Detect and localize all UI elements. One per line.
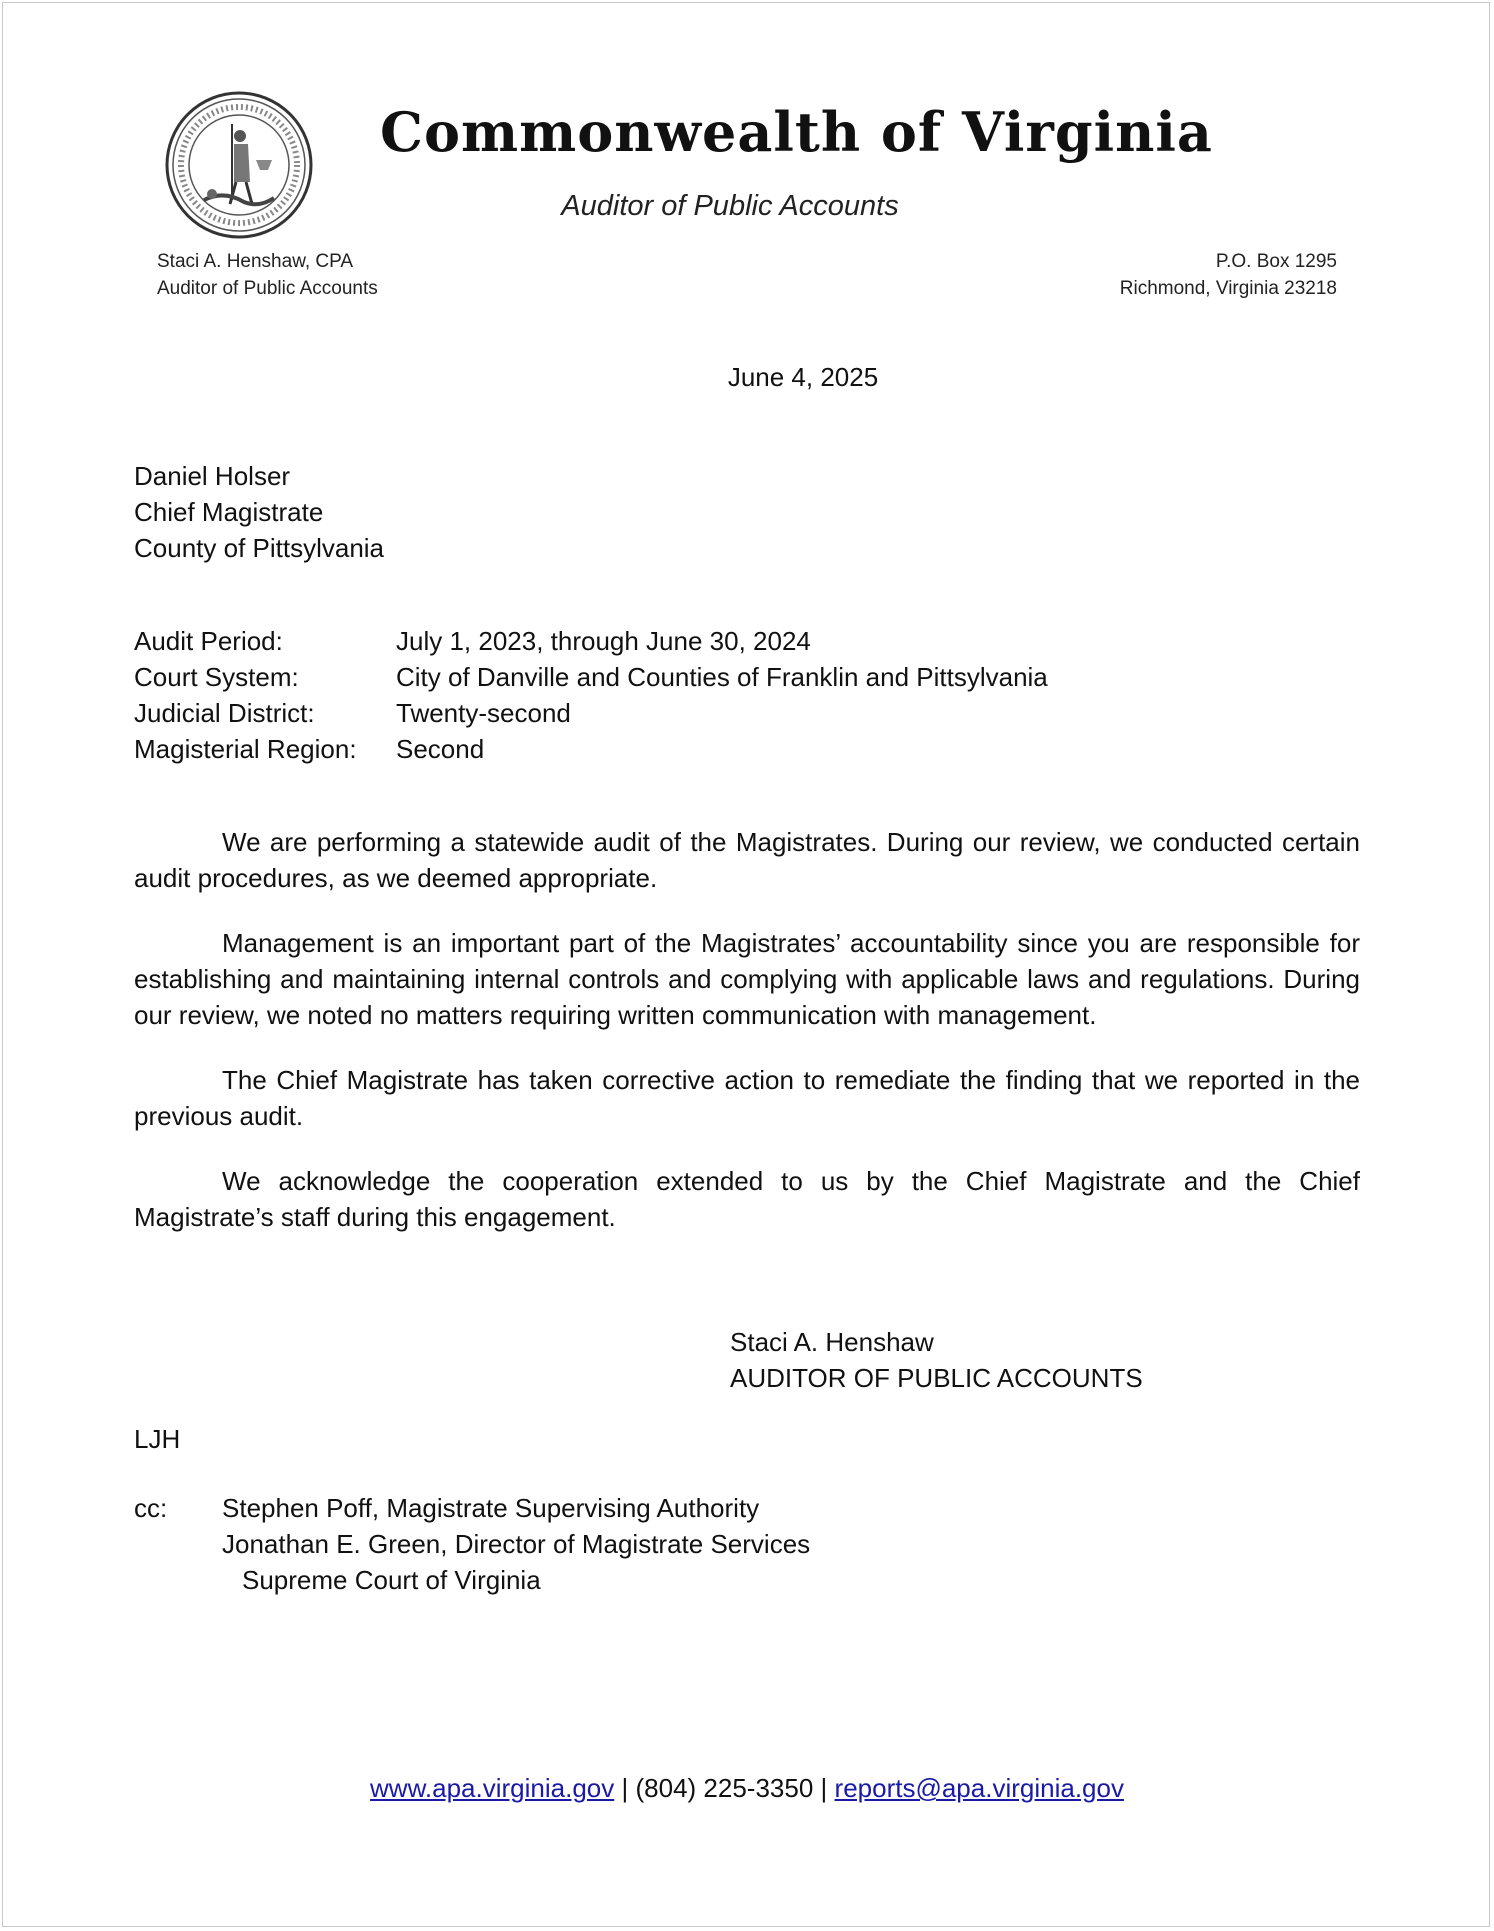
audit-detail-row	[134, 623, 1048, 659]
return-address	[1120, 248, 1337, 302]
sender-name: Staci A. Henshaw, CPA	[157, 251, 354, 272]
letterhead-title: Commonwealth of Virginia	[380, 100, 1213, 164]
signature-name: Staci A. Henshaw	[730, 1327, 934, 1357]
audit-detail-label: Audit Period:	[134, 626, 283, 656]
body-paragraph: We acknowledge the cooperation extended to us by the Chief Magistrate and the Chief Magistrate’s staff during this engagement.	[134, 1166, 1360, 1232]
sender-title: Auditor of Public Accounts	[157, 278, 378, 299]
audit-detail-value: July 1, 2023, through June 30, 2024	[396, 626, 811, 656]
signature-block	[730, 1324, 1143, 1396]
email-link[interactable]: reports@apa.virginia.gov	[834, 1773, 1124, 1803]
cc-recipient: Jonathan E. Green, Director of Magistrate Services	[222, 1529, 811, 1559]
letter-date: June 4, 2025	[727, 362, 879, 392]
body-paragraph: The Chief Magistrate has taken corrective action to remediate the finding that we reported in the previous audit.	[134, 1065, 1360, 1131]
address-line-2: Richmond, Virginia 23218	[1119, 278, 1337, 299]
cc-block	[134, 1490, 810, 1598]
audit-detail-value: Twenty-second	[396, 698, 571, 728]
recipient-title: Chief Magistrate	[134, 497, 324, 527]
cc-recipient: Stephen Poff, Magistrate Supervising Authority	[222, 1493, 760, 1523]
typist-initials: LJH	[134, 1424, 181, 1454]
footer	[0, 1773, 1494, 1804]
address-line-1: P.O. Box 1295	[1215, 251, 1337, 272]
audit-detail-value: Second	[396, 734, 485, 764]
phone-number: (804) 225-3350	[635, 1773, 814, 1803]
audit-details	[134, 623, 1048, 767]
letter-body	[134, 824, 1360, 1264]
letterhead-subtitle: Auditor of Public Accounts	[561, 190, 899, 222]
body-paragraph: Management is an important part of the Magistrates’ accountability since you are responsible for establishing and maintaining internal controls and complying with applicable laws and regulations. During our review, we noted no matters requiring written communication with management.	[134, 928, 1360, 1030]
audit-detail-value: City of Danville and Counties of Franklin and Pittsylvania	[396, 662, 1048, 692]
audit-detail-row	[134, 695, 1048, 731]
website-link[interactable]: www.apa.virginia.gov	[370, 1773, 615, 1803]
virginia-state-seal-icon	[164, 90, 314, 240]
audit-detail-row	[134, 731, 1048, 767]
recipient-county: County of Pittsylvania	[134, 533, 385, 563]
cc-sub-line: Supreme Court of Virginia	[242, 1565, 541, 1595]
audit-detail-row	[134, 659, 1048, 695]
footer-separator: |	[820, 1773, 828, 1803]
body-paragraph: We are performing a statewide audit of the Magistrates. During our review, we conducted certain audit procedures, as we deemed appropriate.	[134, 827, 1360, 893]
cc-recipients	[222, 1490, 810, 1598]
recipient-block	[134, 458, 384, 566]
sender-block	[157, 248, 378, 302]
signature-title: AUDITOR OF PUBLIC ACCOUNTS	[730, 1363, 1143, 1393]
cc-label: cc:	[134, 1493, 168, 1523]
audit-detail-label: Court System:	[134, 662, 299, 692]
audit-detail-label: Magisterial Region:	[134, 734, 357, 764]
footer-separator: |	[621, 1773, 629, 1803]
recipient-name: Daniel Holser	[134, 461, 291, 491]
audit-detail-label: Judicial District:	[134, 698, 315, 728]
